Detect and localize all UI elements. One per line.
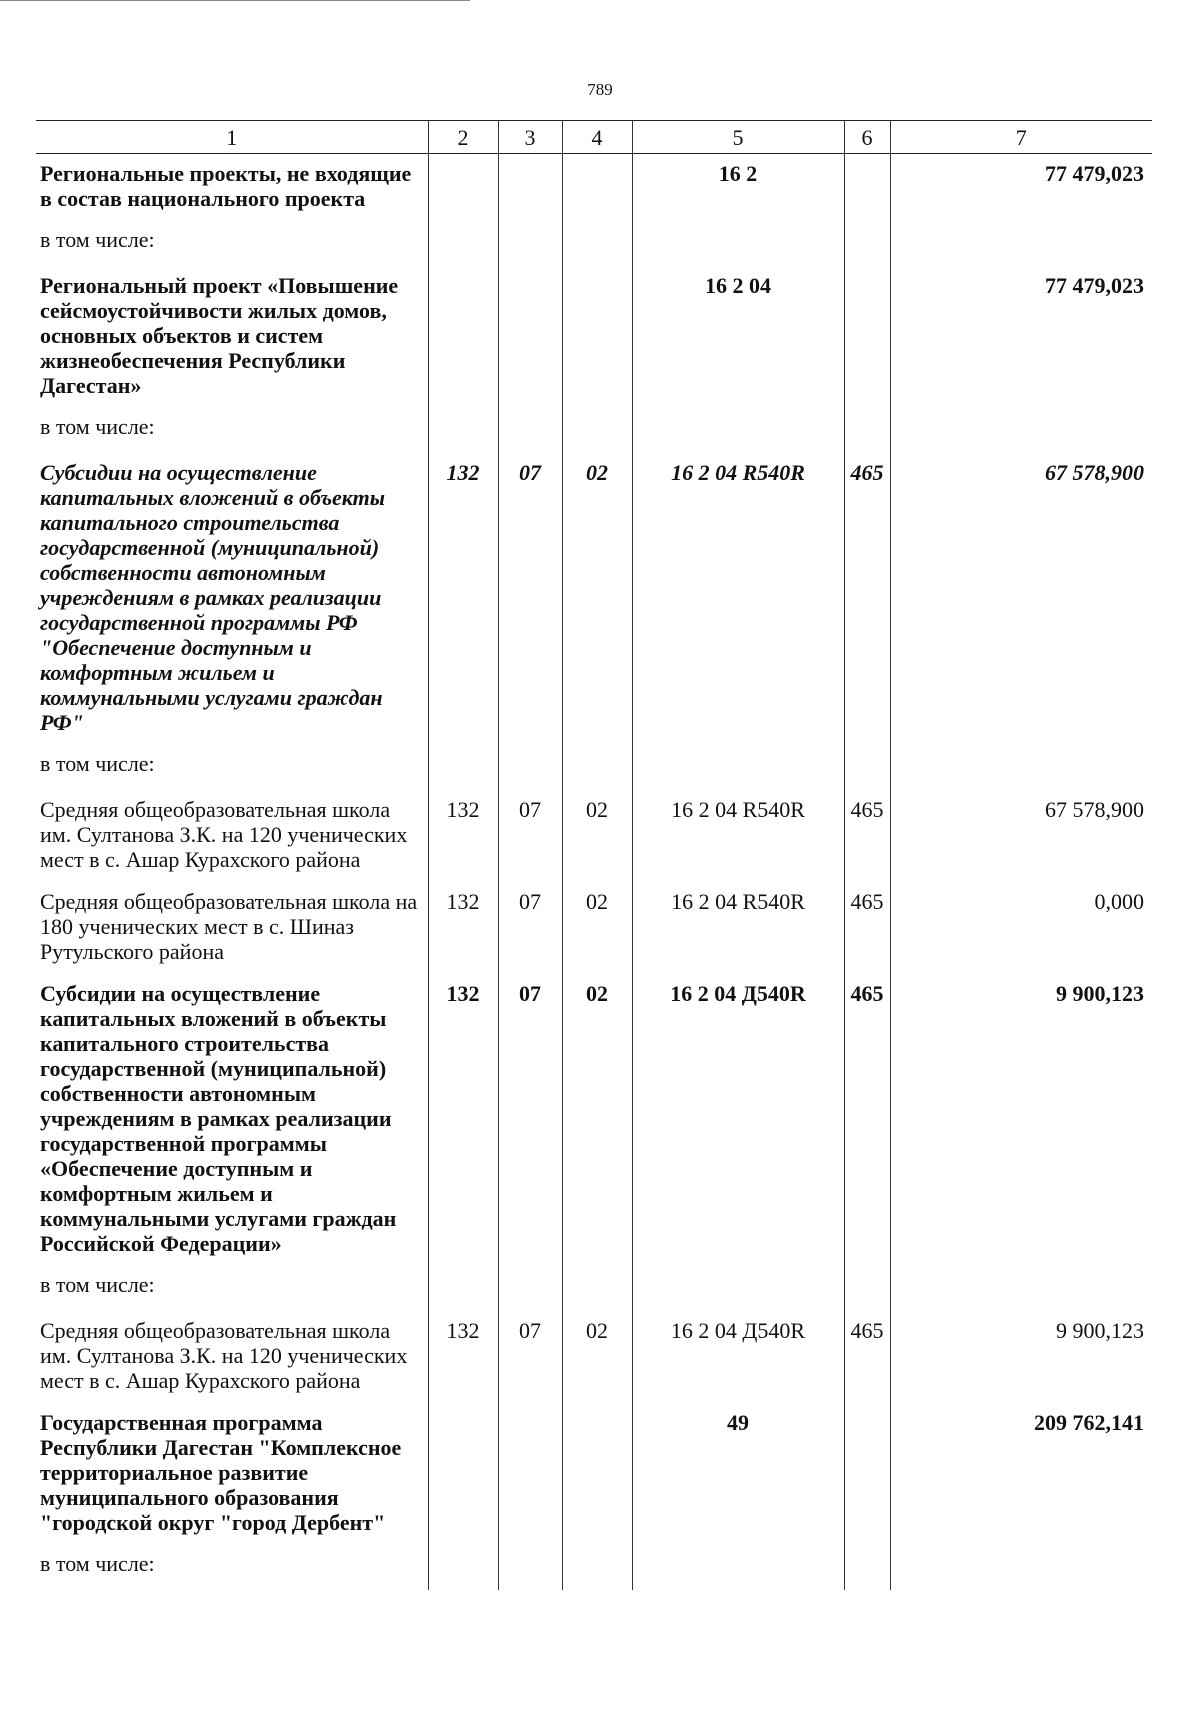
row-col-4-cell — [562, 154, 632, 222]
row-col-3-cell: 07 — [498, 882, 562, 974]
row-col-6-cell — [844, 408, 890, 453]
row-col-4-cell: 02 — [562, 453, 632, 745]
row-col-2-cell — [428, 1545, 498, 1590]
row-col-6-cell — [844, 1545, 890, 1590]
row-name-cell: Средняя общеобразовательная школа им. Султанова З.К. на 120 ученических мест в с. Ашар Курахского района — [40, 797, 408, 872]
row-col-6-cell: 465 — [844, 974, 890, 1266]
row-amount-cell: 0,000 — [890, 882, 1152, 974]
header-col-1: 1 — [36, 121, 428, 154]
row-amount-cell: 209 762,141 — [890, 1403, 1152, 1545]
row-col-6-cell: 465 — [844, 1311, 890, 1403]
row-name-cell: в том числе: — [40, 414, 155, 439]
row-amount-cell: 67 578,900 — [890, 790, 1152, 882]
row-col-4-cell: 02 — [562, 882, 632, 974]
row-col-3-cell — [498, 221, 562, 266]
table-row — [36, 1311, 1152, 1403]
row-col-2-cell: 132 — [428, 974, 498, 1266]
row-code-cell: 16 2 04 R540R — [632, 453, 844, 745]
row-col-2-cell — [428, 154, 498, 222]
page-number: 789 — [587, 80, 613, 99]
row-amount-cell: 9 900,123 — [890, 974, 1152, 1266]
row-col-3-cell — [498, 1403, 562, 1545]
row-col-4-cell — [562, 1266, 632, 1311]
row-col-6-cell — [844, 1266, 890, 1311]
table-row — [36, 154, 1152, 222]
row-code-cell: 16 2 04 Д540R — [632, 1311, 844, 1403]
table-row — [36, 790, 1152, 882]
row-col-4-cell — [562, 408, 632, 453]
row-col-3-cell: 07 — [498, 790, 562, 882]
row-code-cell — [632, 745, 844, 790]
document-sheet — [36, 120, 1152, 1590]
table-row — [36, 453, 1152, 745]
row-name-cell: Средняя общеобразовательная школа им. Султанова З.К. на 120 ученических мест в с. Ашар Курахского района — [40, 1318, 408, 1393]
row-name-cell: в том числе: — [40, 1272, 155, 1297]
row-col-4-cell — [562, 1403, 632, 1545]
row-amount-cell: 67 578,900 — [890, 453, 1152, 745]
table-row — [36, 974, 1152, 1266]
row-col-3-cell: 07 — [498, 1311, 562, 1403]
row-col-6-cell: 465 — [844, 882, 890, 974]
row-name-cell: в том числе: — [40, 1551, 155, 1576]
row-amount-cell — [890, 1545, 1152, 1590]
table-row — [36, 221, 1152, 266]
row-code-cell — [632, 221, 844, 266]
table-row — [36, 408, 1152, 453]
row-amount-cell — [890, 1266, 1152, 1311]
table-body — [36, 154, 1152, 1591]
row-name-cell: Региональный проект «Повышение сейсмоустойчивости жилых домов, основных объектов и систем жизнеобеспечения Республики Дагестан» — [40, 273, 399, 398]
row-col-2-cell — [428, 1403, 498, 1545]
row-col-2-cell — [428, 745, 498, 790]
row-col-2-cell: 132 — [428, 453, 498, 745]
row-code-cell: 16 2 04 Д540R — [632, 974, 844, 1266]
header-col-7: 7 — [890, 121, 1152, 154]
row-name-cell: Региональные проекты, не входящие в состав национального проекта — [40, 161, 412, 211]
row-col-4-cell: 02 — [562, 1311, 632, 1403]
row-col-3-cell — [498, 408, 562, 453]
row-amount-cell: 77 479,023 — [890, 154, 1152, 222]
row-name-cell: Средняя общеобразовательная школа на 180 ученических мест в с. Шиназ Рутульского района — [40, 889, 418, 964]
row-col-3-cell: 07 — [498, 974, 562, 1266]
row-col-3-cell — [498, 1545, 562, 1590]
row-col-3-cell — [498, 1266, 562, 1311]
table-row — [36, 266, 1152, 408]
row-code-cell — [632, 1545, 844, 1590]
row-code-cell: 16 2 04 — [632, 266, 844, 408]
row-code-cell — [632, 1266, 844, 1311]
row-code-cell: 49 — [632, 1403, 844, 1545]
row-name-cell: в том числе: — [40, 227, 155, 252]
table-row — [36, 1545, 1152, 1590]
row-col-2-cell — [428, 266, 498, 408]
row-col-4-cell — [562, 266, 632, 408]
row-col-2-cell: 132 — [428, 790, 498, 882]
row-col-2-cell — [428, 221, 498, 266]
row-col-3-cell — [498, 745, 562, 790]
row-name-cell: Государственная программа Республики Дагестан "Комплексное территориальное развитие муниципального образования "городской округ "город Дербент" — [40, 1410, 402, 1535]
top-border-line — [0, 0, 470, 1]
row-col-6-cell — [844, 745, 890, 790]
row-amount-cell: 9 900,123 — [890, 1311, 1152, 1403]
row-amount-cell — [890, 408, 1152, 453]
header-col-5: 5 — [632, 121, 844, 154]
row-col-4-cell — [562, 745, 632, 790]
row-col-2-cell: 132 — [428, 882, 498, 974]
row-amount-cell — [890, 221, 1152, 266]
table-row — [36, 745, 1152, 790]
header-col-6: 6 — [844, 121, 890, 154]
header-row — [36, 121, 1152, 154]
table-row — [36, 1403, 1152, 1545]
row-col-6-cell — [844, 1403, 890, 1545]
header-col-3: 3 — [498, 121, 562, 154]
row-name-cell: Субсидии на осуществление капитальных вложений в объекты капитального строительства государственной (муниципальной) собственности автономным учреждениям в рамках реализации государственной программы РФ "Обеспечение доступным и комфортным жильем и коммунальными услугами граждан РФ" — [40, 460, 386, 735]
row-code-cell — [632, 408, 844, 453]
table-row — [36, 1266, 1152, 1311]
row-col-2-cell — [428, 1266, 498, 1311]
row-col-6-cell: 465 — [844, 453, 890, 745]
row-code-cell: 16 2 — [632, 154, 844, 222]
table-header — [36, 121, 1152, 154]
row-name-cell: в том числе: — [40, 751, 155, 776]
row-col-4-cell — [562, 221, 632, 266]
table-row — [36, 882, 1152, 974]
row-col-6-cell — [844, 154, 890, 222]
row-col-6-cell — [844, 221, 890, 266]
row-name-cell: Субсидии на осуществление капитальных вложений в объекты капитального строительства государственной (муниципальной) собственности автономным учреждениям в рамках реализации государственной программы «Обеспечение доступным и комфортным жильем и коммунальными услугами граждан Российской Федерации» — [40, 981, 397, 1256]
row-col-3-cell: 07 — [498, 453, 562, 745]
row-col-4-cell — [562, 1545, 632, 1590]
row-col-3-cell — [498, 154, 562, 222]
row-col-4-cell: 02 — [562, 790, 632, 882]
row-col-2-cell — [428, 408, 498, 453]
row-code-cell: 16 2 04 R540R — [632, 882, 844, 974]
row-amount-cell: 77 479,023 — [890, 266, 1152, 408]
row-col-2-cell: 132 — [428, 1311, 498, 1403]
header-col-4: 4 — [562, 121, 632, 154]
row-col-3-cell — [498, 266, 562, 408]
row-amount-cell — [890, 745, 1152, 790]
budget-table — [36, 120, 1152, 1590]
row-col-4-cell: 02 — [562, 974, 632, 1266]
row-col-6-cell — [844, 266, 890, 408]
row-col-6-cell: 465 — [844, 790, 890, 882]
header-col-2: 2 — [428, 121, 498, 154]
row-code-cell: 16 2 04 R540R — [632, 790, 844, 882]
